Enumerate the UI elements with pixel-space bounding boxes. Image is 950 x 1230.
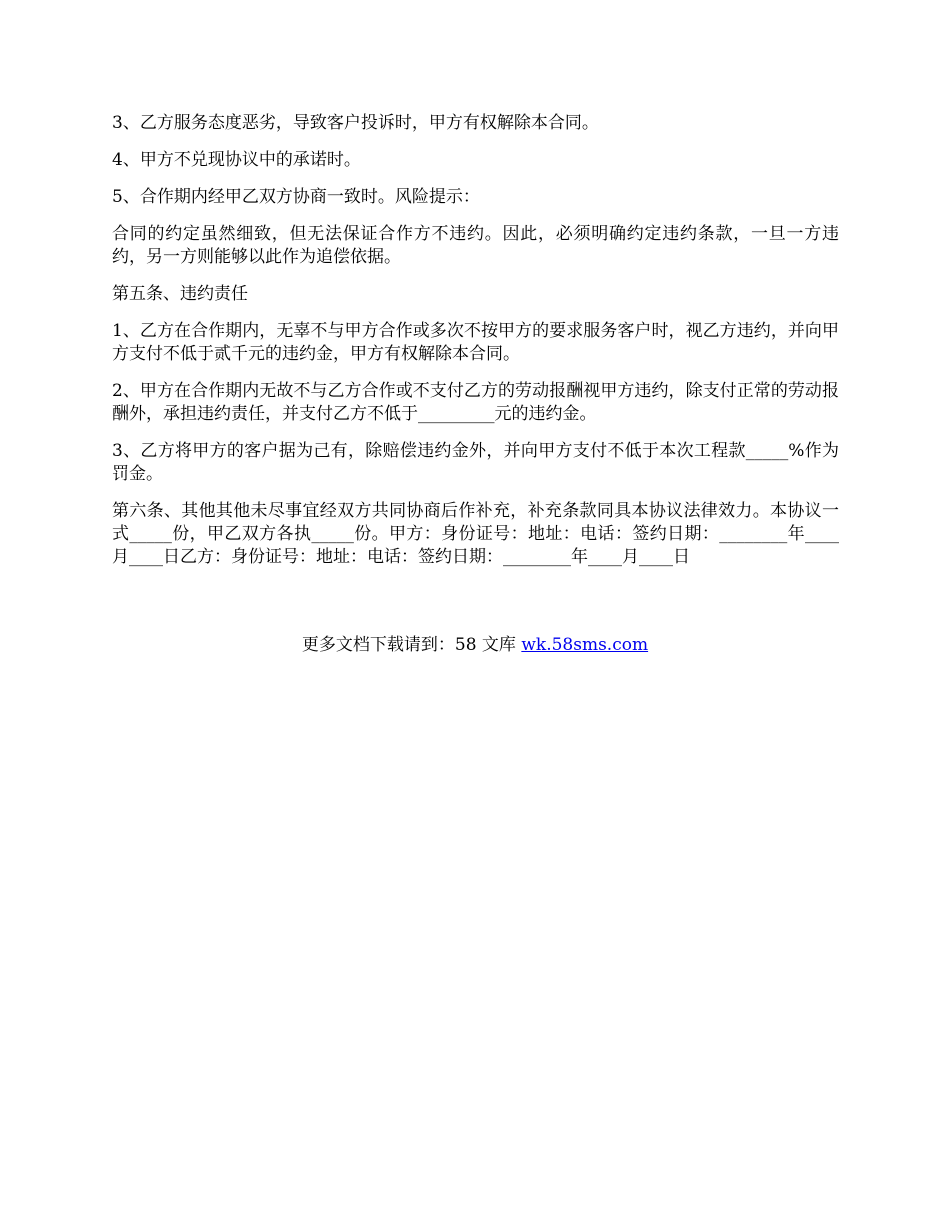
footer-link[interactable]: wk.58sms.com (521, 635, 649, 655)
document-body (112, 112, 839, 583)
breach-clause-3: 3、乙方将甲方的客户据为己有，除赔偿违约金外，并向甲方支付不低于本次工程款_____%作为罚金。 (112, 441, 839, 484)
article-6-other-matters: 第六条、其他其他未尽事宜经双方共同协商后作补充，补充条款同具本协议法律效力。本协议一式_____份，甲乙双方各执_____份。甲方：身份证号：地址：电话：签约日期：________年____月____日乙方：身份证号：地址：电话：签约日期：________年____月____日 (112, 501, 839, 567)
breach-clause-2: 2、甲方在合作期内无故不与乙方合作或不支付乙方的劳动报酬视甲方违约，除支付正常的劳动报酬外，承担违约责任，并支付乙方不低于_________元的违约金。 (112, 381, 839, 424)
clause-5-mutual-agreement: 5、合作期内经甲乙双方协商一致时。风险提示： (112, 187, 480, 207)
article-5-heading: 第五条、违约责任 (112, 284, 248, 304)
clause-4-promise: 4、甲方不兑现协议中的承诺时。 (112, 150, 361, 170)
clause-3-service-attitude: 3、乙方服务态度恶劣，导致客户投诉时，甲方有权解除本合同。 (112, 113, 599, 133)
footer-prefix: 更多文档下载请到：58 文库 (301, 635, 522, 655)
breach-clause-1: 1、乙方在合作期内，无辜不与甲方合作或多次不按甲方的要求服务客户时，视乙方违约，并向甲方支付不低于贰千元的违约金，甲方有权解除本合同。 (112, 321, 839, 364)
risk-note: 合同的约定虽然细致，但无法保证合作方不违约。因此，必须明确约定违约条款，一旦一方违约，另一方则能够以此作为追偿依据。 (112, 224, 839, 267)
footer-download-note (0, 634, 950, 657)
